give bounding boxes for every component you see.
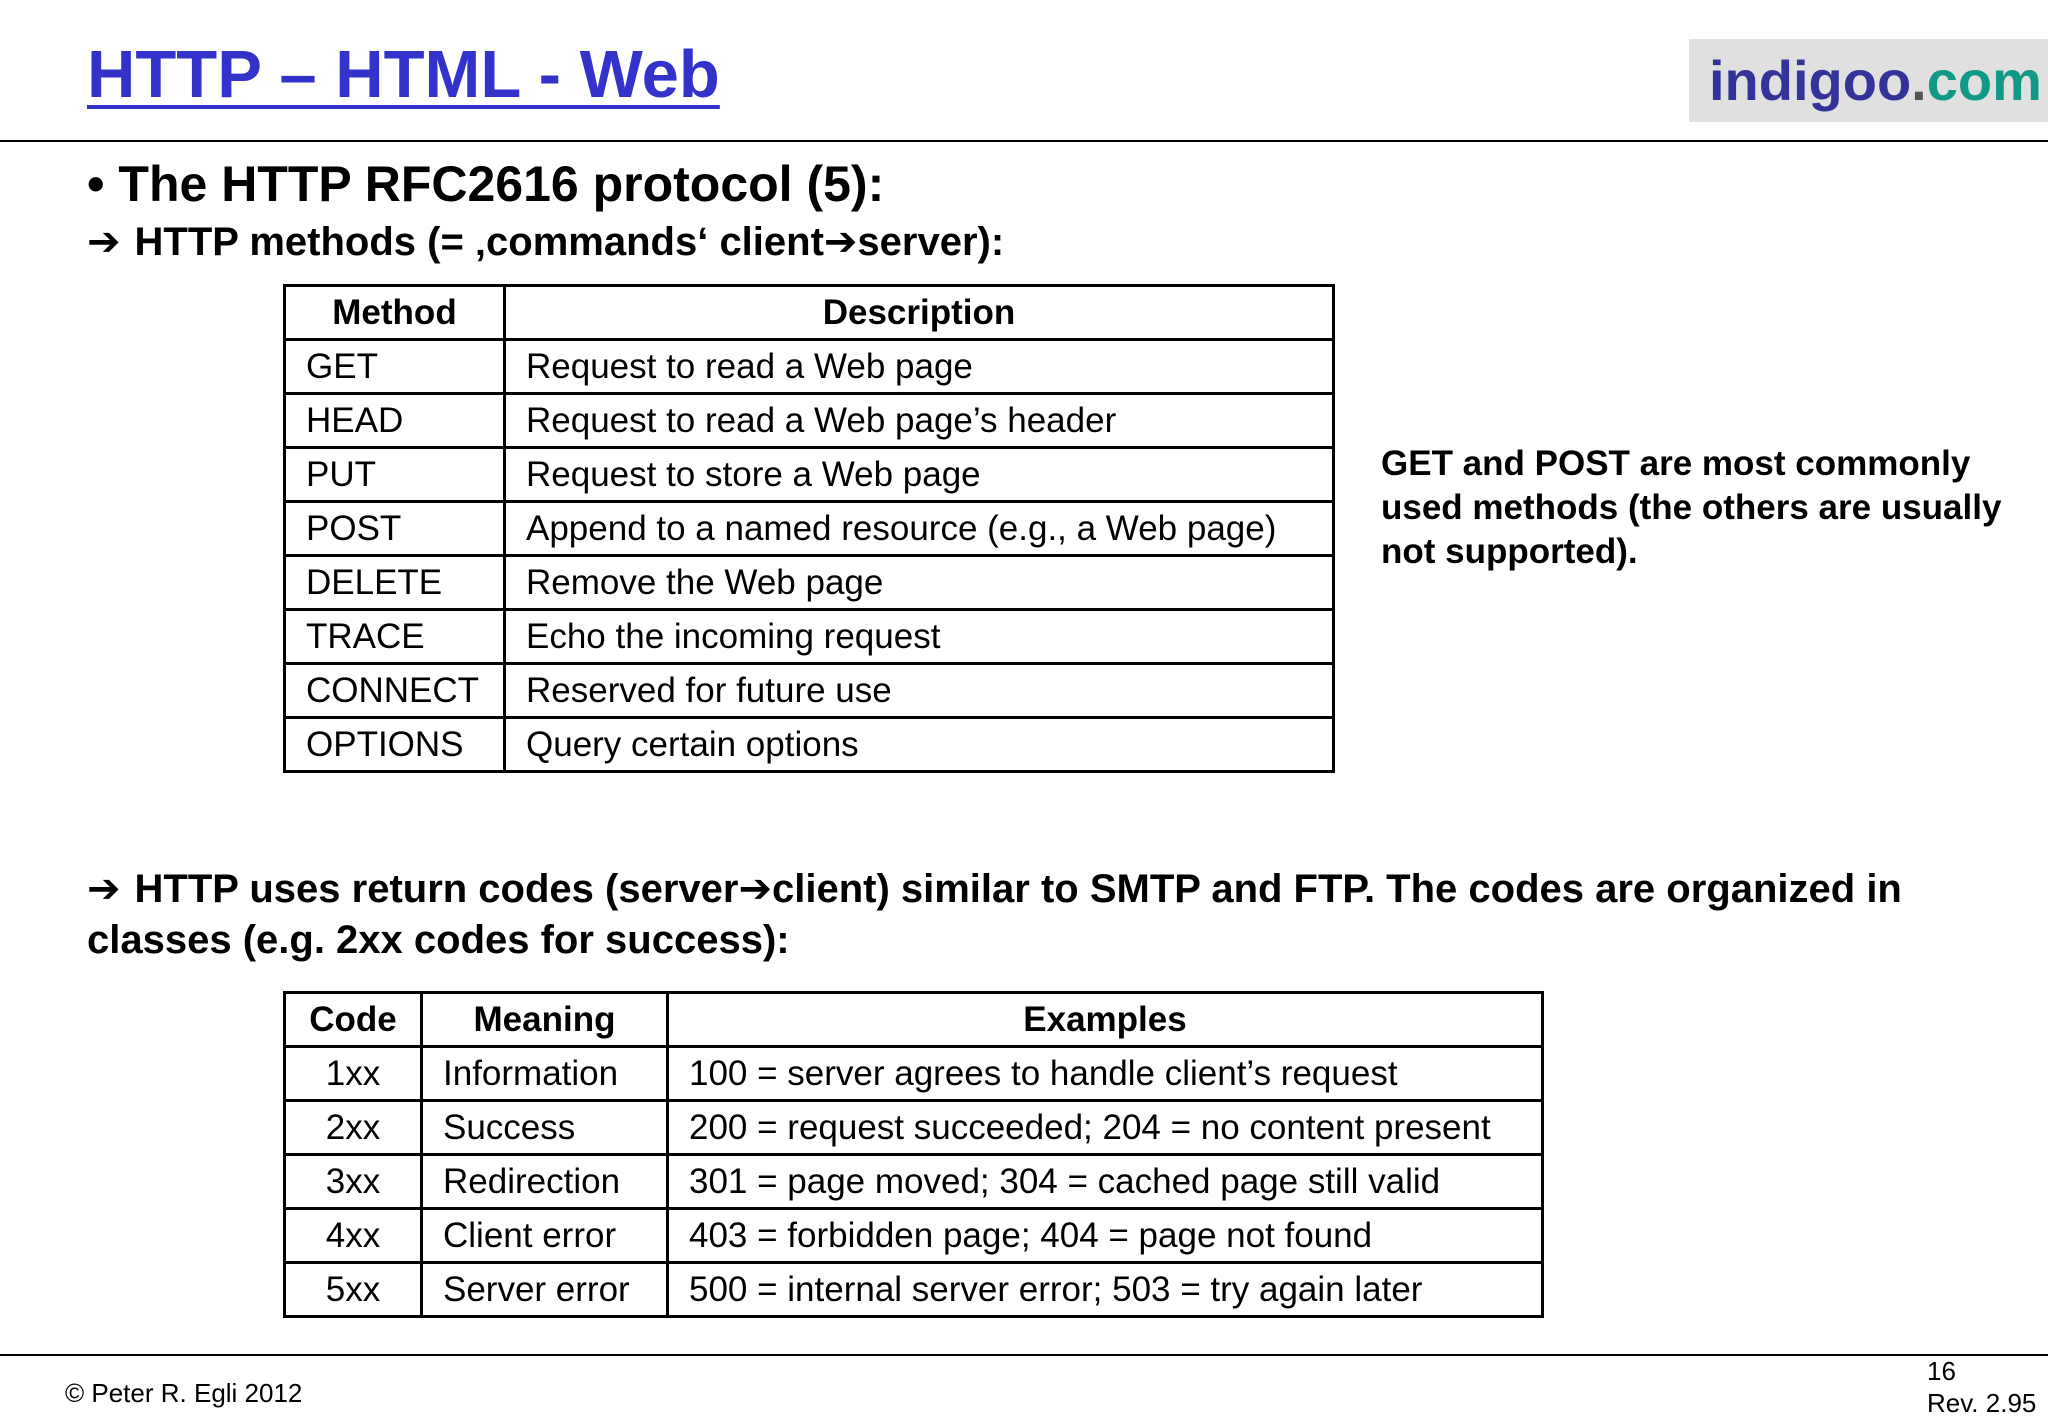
description-cell: Remove the Web page xyxy=(505,556,1334,610)
column-header: Description xyxy=(505,286,1334,340)
table-row xyxy=(285,1047,1543,1101)
copyright: © Peter R. Egli 2012 xyxy=(65,1378,303,1408)
column-header: Code xyxy=(285,993,422,1047)
table-row xyxy=(285,1101,1543,1155)
description-cell: Request to store a Web page xyxy=(505,448,1334,502)
table-row xyxy=(285,556,1334,610)
meaning-cell: Server error xyxy=(422,1263,668,1317)
meaning-cell: Redirection xyxy=(422,1155,668,1209)
table-header-row xyxy=(285,286,1334,340)
methods-table xyxy=(283,284,1335,773)
description-cell: Append to a named resource (e.g., a Web page) xyxy=(505,502,1334,556)
logo-tld-text: com xyxy=(1926,49,2042,112)
description-cell: Query certain options xyxy=(505,718,1334,772)
method-cell: CONNECT xyxy=(285,664,505,718)
page-number: 16 xyxy=(1927,1356,1956,1386)
description-cell: Request to read a Web page’s header xyxy=(505,394,1334,448)
codes-intro xyxy=(87,864,2007,966)
arrow-right-icon: ➔ xyxy=(87,867,121,911)
meaning-cell: Information xyxy=(422,1047,668,1101)
description-cell: Reserved for future use xyxy=(505,664,1334,718)
method-cell: POST xyxy=(285,502,505,556)
slide-title: HTTP – HTML - Web xyxy=(87,37,720,112)
section-heading-text: The HTTP RFC2616 protocol (5): xyxy=(118,156,885,212)
table-row xyxy=(285,664,1334,718)
description-cell: Echo the incoming request xyxy=(505,610,1334,664)
section-heading: • The HTTP RFC2616 protocol (5): xyxy=(87,156,885,212)
arrow-right-icon: ➔ xyxy=(87,220,121,264)
examples-cell: 100 = server agrees to handle client’s request xyxy=(668,1047,1543,1101)
header-divider xyxy=(0,140,2048,142)
methods-heading-text: HTTP methods (= ‚commands‘ client➔server): xyxy=(134,220,1005,264)
table-row xyxy=(285,394,1334,448)
table-row xyxy=(285,448,1334,502)
methods-heading xyxy=(87,218,1004,266)
code-cell: 1xx xyxy=(285,1047,422,1101)
table-row xyxy=(285,610,1334,664)
column-header: Examples xyxy=(668,993,1543,1047)
method-cell: OPTIONS xyxy=(285,718,505,772)
brand-logo xyxy=(1689,39,2048,122)
revision-label: Rev. 2.95 xyxy=(1927,1388,2037,1418)
column-header: Method xyxy=(285,286,505,340)
table-row xyxy=(285,1263,1543,1317)
examples-cell: 200 = request succeeded; 204 = no content present xyxy=(668,1101,1543,1155)
meaning-cell: Client error xyxy=(422,1209,668,1263)
method-cell: GET xyxy=(285,340,505,394)
method-cell: HEAD xyxy=(285,394,505,448)
logo-brand-text: indigoo xyxy=(1709,49,1912,112)
codes-intro-text: HTTP uses return codes (server➔client) similar to SMTP and FTP. The codes are organized in classes (e.g. 2xx codes for success): xyxy=(87,867,1902,962)
table-row xyxy=(285,1155,1543,1209)
table-row xyxy=(285,1209,1543,1263)
table-header-row xyxy=(285,993,1543,1047)
examples-cell: 301 = page moved; 304 = cached page still valid xyxy=(668,1155,1543,1209)
return-codes-table xyxy=(283,991,1544,1318)
code-cell: 3xx xyxy=(285,1155,422,1209)
code-cell: 5xx xyxy=(285,1263,422,1317)
column-header: Meaning xyxy=(422,993,668,1047)
description-cell: Request to read a Web page xyxy=(505,340,1334,394)
meaning-cell: Success xyxy=(422,1101,668,1155)
table-row xyxy=(285,340,1334,394)
table-row xyxy=(285,718,1334,772)
code-cell: 4xx xyxy=(285,1209,422,1263)
footer-divider xyxy=(0,1354,2048,1356)
method-cell: TRACE xyxy=(285,610,505,664)
method-cell: DELETE xyxy=(285,556,505,610)
examples-cell: 500 = internal server error; 503 = try again later xyxy=(668,1263,1543,1317)
logo-dot-text: . xyxy=(1911,49,1927,112)
method-cell: PUT xyxy=(285,448,505,502)
table-row xyxy=(285,502,1334,556)
code-cell: 2xx xyxy=(285,1101,422,1155)
examples-cell: 403 = forbidden page; 404 = page not found xyxy=(668,1209,1543,1263)
side-note: GET and POST are most commonly used methods (the others are usually not supported). xyxy=(1381,444,2002,571)
